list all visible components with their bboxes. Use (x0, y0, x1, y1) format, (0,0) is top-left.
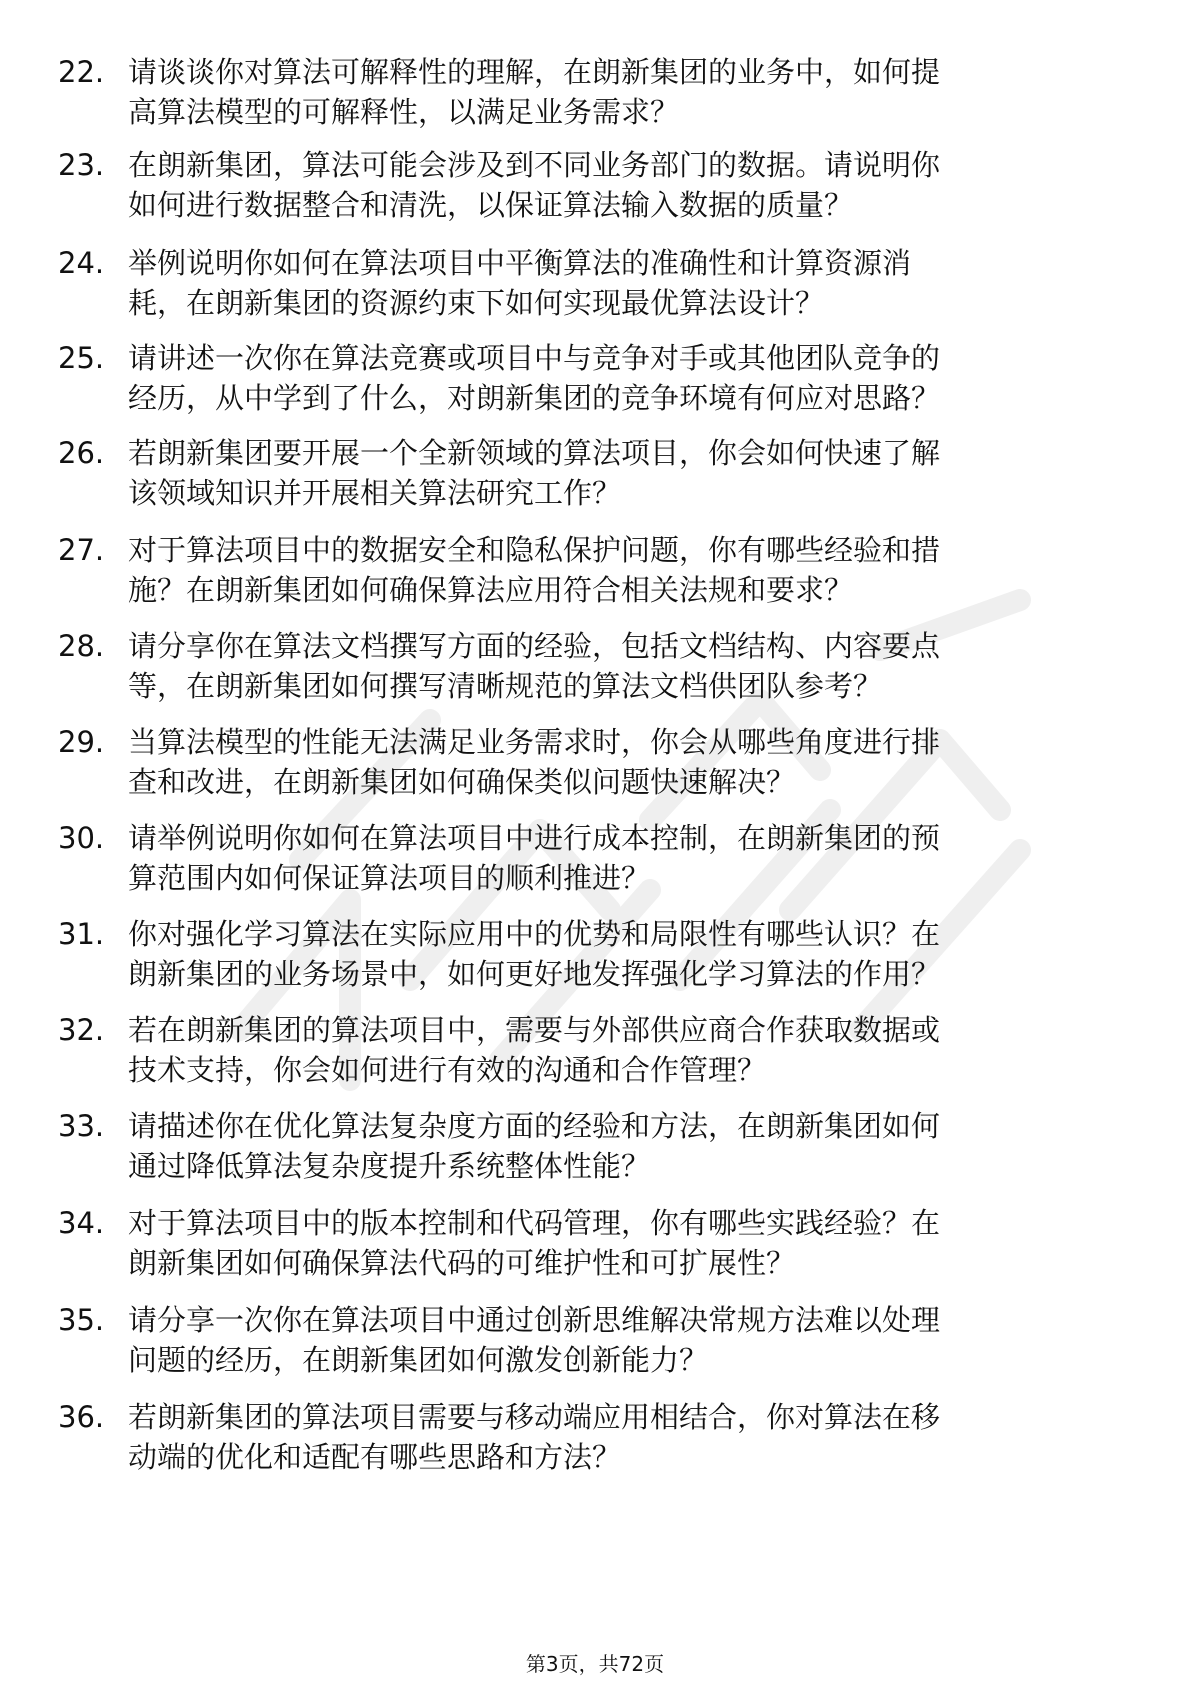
question-line: 请分享一次你在算法项目中通过创新思维解决常规方法难以处理 (128, 1303, 941, 1337)
question-line: 请谈谈你对算法可解释性的理解，在朗新集团的业务中，如何提 (128, 55, 941, 89)
question-text (128, 914, 1128, 994)
question-item (58, 145, 1138, 225)
question-number: 26. (58, 436, 105, 470)
question-number: 25. (58, 341, 105, 375)
question-line: 若朗新集团的算法项目需要与移动端应用相结合，你对算法在移 (128, 1400, 941, 1434)
question-item (58, 1300, 1138, 1380)
question-text (128, 818, 1128, 898)
question-line: 高算法模型的可解释性，以满足业务需求？ (128, 95, 680, 129)
question-number: 24. (58, 246, 105, 280)
question-line: 技术支持，你会如何进行有效的沟通和合作管理？ (128, 1053, 767, 1087)
question-line: 对于算法项目中的版本控制和代码管理，你有哪些实践经验？在 (128, 1206, 941, 1240)
question-text (128, 626, 1128, 706)
question-line: 若朗新集团要开展一个全新领域的算法项目，你会如何快速了解 (128, 436, 941, 470)
question-line: 通过降低算法复杂度提升系统整体性能？ (128, 1149, 651, 1183)
question-text (128, 243, 1128, 323)
question-item (58, 1203, 1138, 1283)
question-text (128, 1300, 1128, 1380)
question-item (58, 1106, 1138, 1186)
question-line: 在朗新集团，算法可能会涉及到不同业务部门的数据。请说明你 (128, 148, 941, 182)
question-line: 朗新集团如何确保算法代码的可维护性和可扩展性？ (128, 1246, 796, 1280)
question-item (58, 626, 1138, 706)
question-line: 施？在朗新集团如何确保算法应用符合相关法规和要求？ (128, 573, 854, 607)
question-number: 30. (58, 821, 105, 855)
question-line: 朗新集团的业务场景中，如何更好地发挥强化学习算法的作用？ (128, 957, 941, 991)
question-line: 若在朗新集团的算法项目中，需要与外部供应商合作获取数据或 (128, 1013, 941, 1047)
question-line: 动端的优化和适配有哪些思路和方法？ (128, 1440, 622, 1474)
question-number: 29. (58, 725, 105, 759)
question-number: 27. (58, 533, 105, 567)
question-line: 请讲述一次你在算法竞赛或项目中与竞争对手或其他团队竞争的 (128, 341, 941, 375)
question-number: 28. (58, 629, 105, 663)
question-text (128, 145, 1128, 225)
question-item (58, 722, 1138, 802)
question-line: 举例说明你如何在算法项目中平衡算法的准确性和计算资源消 (128, 246, 912, 280)
question-number: 34. (58, 1206, 105, 1240)
question-text (128, 1397, 1128, 1477)
question-line: 查和改进，在朗新集团如何确保类似问题快速解决？ (128, 765, 796, 799)
question-line: 算范围内如何保证算法项目的顺利推进？ (128, 861, 651, 895)
question-text (128, 722, 1128, 802)
question-line: 请举例说明你如何在算法项目中进行成本控制，在朗新集团的预 (128, 821, 941, 855)
question-line: 请分享你在算法文档撰写方面的经验，包括文档结构、内容要点 (128, 629, 941, 663)
question-number: 31. (58, 917, 105, 951)
question-item (58, 1010, 1138, 1090)
question-number: 32. (58, 1013, 105, 1047)
question-line: 该领域知识并开展相关算法研究工作？ (128, 476, 622, 510)
question-item (58, 433, 1138, 513)
question-item (58, 818, 1138, 898)
question-number: 33. (58, 1109, 105, 1143)
question-line: 耗，在朗新集团的资源约束下如何实现最优算法设计？ (128, 286, 825, 320)
question-number: 23. (58, 148, 105, 182)
question-text (128, 1010, 1128, 1090)
page-number-label: 第3页，共72页 (525, 1652, 665, 1676)
question-line: 你对强化学习算法在实际应用中的优势和局限性有哪些认识？在 (128, 917, 941, 951)
question-number: 36. (58, 1400, 105, 1434)
question-item (58, 1397, 1138, 1477)
question-item (58, 243, 1138, 323)
question-text (128, 52, 1128, 132)
question-line: 等，在朗新集团如何撰写清晰规范的算法文档供团队参考？ (128, 669, 883, 703)
question-number: 35. (58, 1303, 105, 1337)
page-footer (0, 1652, 1190, 1676)
question-item (58, 530, 1138, 610)
question-line: 对于算法项目中的数据安全和隐私保护问题，你有哪些经验和措 (128, 533, 941, 567)
question-item (58, 914, 1138, 994)
question-line: 如何进行数据整合和清洗，以保证算法输入数据的质量？ (128, 188, 854, 222)
question-text (128, 530, 1128, 610)
question-line: 问题的经历，在朗新集团如何激发创新能力？ (128, 1343, 709, 1377)
question-line: 经历，从中学到了什么，对朗新集团的竞争环境有何应对思路？ (128, 381, 941, 415)
question-text (128, 338, 1128, 418)
question-number: 22. (58, 55, 105, 89)
question-text (128, 1203, 1128, 1283)
question-line: 请描述你在优化算法复杂度方面的经验和方法，在朗新集团如何 (128, 1109, 941, 1143)
question-line: 当算法模型的性能无法满足业务需求时，你会从哪些角度进行排 (128, 725, 941, 759)
question-text (128, 1106, 1128, 1186)
question-text (128, 433, 1128, 513)
question-item (58, 338, 1138, 418)
question-item (58, 52, 1138, 132)
